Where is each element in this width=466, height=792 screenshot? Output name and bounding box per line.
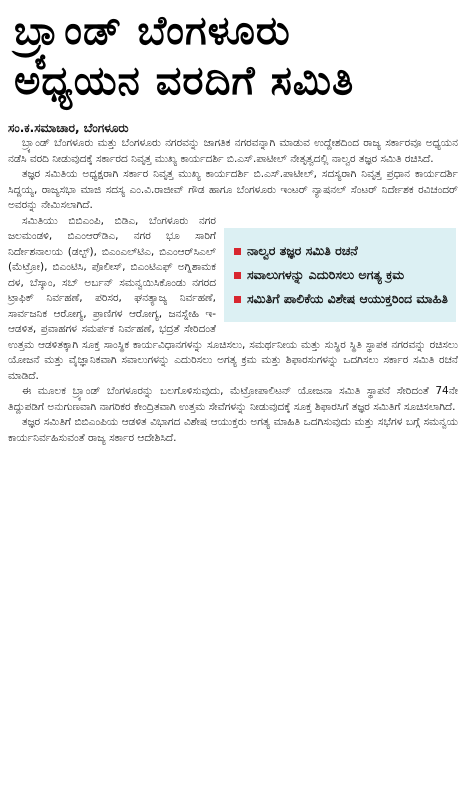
article-paragraph: ತಜ್ಞರ ಸಮಿತಿಗೆ ಬಿಬಿಎಂಪಿಯ ಆಡಳಿತ ವಿಭಾಗದ ವಿಶೇಷ ಆಯುಕ್ತರು ಅಗತ್ಯ ಮಾಹಿತಿ ಒದಗಿಸುವುದು ಮತ್ತು ಸಭೆಗಳ ಬಗ್ಗೆ ಸಮನ್ವಯ ಕಾರ್ಯನಿರ್ವಹಿಸುವಂತೆ ರಾಜ್ಯ ಸರ್ಕಾರ ಆದೇಶಿಸಿದೆ. [8,416,458,444]
headline-line-1: ಬ್ರ್ಯಾಂಡ್ ಬೆಂಗಳೂರು [14,8,291,54]
highlight-text: ನಾಲ್ವರ ತಜ್ಞರ ಸಮಿತಿ ರಚನೆ [247,242,358,258]
square-bullet-icon [234,296,241,303]
highlight-item [234,290,448,308]
highlight-item [234,266,448,284]
article-paragraph: ಈ ಮೂಲಕ ಬ್ರ್ಯಾಂಡ್ ಬೆಂಗಳೂರನ್ನು ಬಲಗೊಳಿಸುವುದು, ಮೆಟ್ರೋಪಾಲಿಟನ್ ಯೋಜನಾ ಸಮಿತಿ ಸ್ಥಾಪನೆ ಸೇರಿದಂತೆ 74ನೇ ತಿದ್ದುಪಡಿಗೆ ಅನುಗುಣವಾಗಿ ನಾಗರಿಕರ ಕೇಂದ್ರಿತವಾಗಿ ಉತ್ತಮ ಸೇವೆಗಳನ್ನು ನೀಡುವುದಕ್ಕೆ ಸೂಕ್ತ ಶಿಫಾರಸಿಗೆ ತಜ್ಞರ ಸಮಿತಿಗೆ ಸೂಚಿಸಲಾಗಿದೆ. [8,385,458,413]
article-paragraph: ಸಮಿತಿಯು ಬಿಬಿಎಂಪಿ, ಬಿಡಿಎ, ಬೆಂಗಳೂರು ನಗರ ಜಲಮಂಡಳಿ, ಬಿಎಂಆರ್‌ಡಿಎ, ನಗರ ಭೂ ಸಾರಿಗೆ ನಿರ್ದೇಶನಾಲಯ (ಡಲ್ಟ್), ಬಿಎಂಎಲ್‌ಟಿಎ, ಬಿಎಂಆರ್‌ಸಿಎಲ್ (ಮೆಟ್ರೋ), ಬಿಎಂಟಿಸಿ, ಪೊಲೀಸ್, ಬಿಎಂಟಿಎಫ್ ಅಗ್ನಿಶಾಮಕ ದಳ, ಬೆಸ್ಕಾಂ, ಸಬ್ ಅರ್ಬನ್ ಸಮನ್ವಯಿಸಿಕೊಂಡು ನಗರದ ಟ್ರಾಫಿಕ್ ನಿರ್ವಹಣೆ, ಪರಿಸರ, ಘನತ್ಯಾಜ್ಯ ನಿರ್ವಹಣೆ, ಸಾರ್ವಜನಿಕ ಆರೋಗ್ಯ, ಪ್ರಾಣಿಗಳ ಆರೋಗ್ಯ, ಜನಸ್ನೇಹಿ ಇ-ಆಡಳಿತ, ಪ್ರವಾಹಗಳ ಸಮರ್ಪಕ ನಿರ್ವಹಣೆ, ಭದ್ರತೆ ಸೇರಿದಂತೆ ಉತ್ತಮ ಆಡಳಿತಕ್ಕಾಗಿ ಸೂಕ್ತ ಸಾಂಸ್ಥಿಕ ಕಾರ್ಯವಿಧಾನಗಳನ್ನು ಸೂಚಿಸಲು, ಸಮರ್ಥನೀಯ ಮತ್ತು ಸುಸ್ಥಿರ ಸ್ಥಿತಿ ಸ್ಥಾಪಕ ನಗರವನ್ನು ರಚಿಸಲು ಯೋಜನೆ ಮತ್ತು ವೈಜ್ಞಾನಿಕವಾಗಿ ಸವಾಲುಗಳನ್ನು ಎದುರಿಸಲು ಅಗತ್ಯ ಕ್ರಮ ಮತ್ತು ಶಿಫಾರಸುಗಳನ್ನು ಒದಗಿಸಲು ಸರ್ಕಾರ ಸಮಿತಿ ರಚನೆ ಮಾಡಿದೆ. [8,214,458,382]
byline: ಸಂ.ಕ.ಸಮಾಚಾರ, ಬೆಂಗಳೂರು [8,121,129,135]
highlight-item [234,242,448,260]
article-paragraph: ತಜ್ಞರ ಸಮಿತಿಯ ಅಧ್ಯಕ್ಷರಾಗಿ ಸರ್ಕಾರ ನಿವೃತ್ತ ಮುಖ್ಯ ಕಾರ್ಯದರ್ಶಿ ಬಿ.ಎಸ್.ಪಾಟೀಲ್, ಸದಸ್ಯರಾಗಿ ನಿವೃತ್ತ ಪ್ರಧಾನ ಕಾರ್ಯದರ್ಶಿ ಸಿದ್ದಯ್ಯ, ರಾಜ್ಯಸಭಾ ಮಾಜಿ ಸದಸ್ಯ ಎಂ.ವಿ.ರಾಜೀವ್ ಗೌಡ ಹಾಗೂ ಬೆಂಗಳೂರು ಇಂಟರ್ ನ್ಯಾಷನಲ್ ಸೆಂಟರ್ ನಿರ್ದೇಶಕ ರವಿಚಂದರ್ ಅವರನ್ನು ನೇಮಿಸಲಾಗಿದೆ. [8,168,458,211]
square-bullet-icon [234,272,241,279]
headline [8,6,458,106]
article-paragraph: ಬ್ರ್ಯಾಂಡ್ ಬೆಂಗಳೂರು ಮತ್ತು ಬೆಂಗಳೂರು ನಗರವನ್ನು ಜಾಗತಿಕ ನಗರವನ್ನಾಗಿ ಮಾಡುವ ಉದ್ದೇಶದಿಂದ ರಾಜ್ಯ ಸರ್ಕಾರವೂ ಅಧ್ಯಯನ ನಡೆಸಿ ವರದಿ ನೀಡುವುದಕ್ಕೆ ಸರ್ಕಾರದ ನಿವೃತ್ತ ಮುಖ್ಯ ಕಾರ್ಯದರ್ಶಿ ಬಿ.ಎಸ್.ಪಾಟೀಲ್ ನೇತೃತ್ವದಲ್ಲಿ ನಾಲ್ವರ ತಜ್ಞರ ಸಮಿತಿ ರಚಿಸಿದೆ. [8,137,458,165]
highlights-box [224,228,456,322]
highlight-text: ಸಮಿತಿಗೆ ಪಾಲಿಕೆಯ ವಿಶೇಷ ಆಯುಕ್ತರಿಂದ ಮಾಹಿತಿ [247,290,448,306]
square-bullet-icon [234,248,241,255]
highlight-text: ಸವಾಲುಗಳನ್ನು ಎದುರಿಸಲು ಅಗತ್ಯ ಕ್ರಮ [247,266,405,282]
headline-line-2: ಅಧ್ಯಯನ ವರದಿಗೆ ಸಮಿತಿ [14,58,355,104]
